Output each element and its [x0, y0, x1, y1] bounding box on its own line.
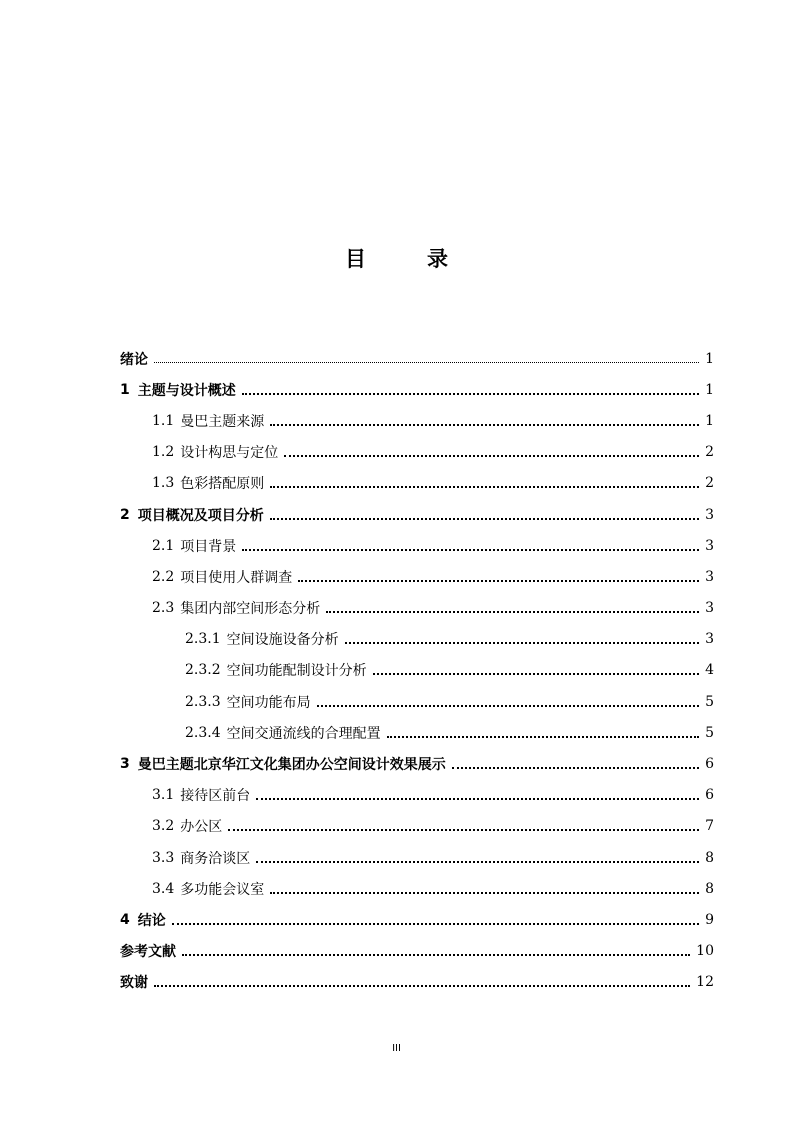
toc-entry-page: 9 [705, 911, 714, 928]
dot-leader [452, 767, 699, 769]
toc-entry[interactable] [120, 967, 714, 998]
toc-entry-page: 6 [705, 756, 714, 773]
toc-entry-page: 12 [696, 974, 714, 991]
dot-leader [228, 829, 699, 831]
toc-entry-label: 项目概况及项目分析 [137, 507, 264, 524]
toc-entry-page: 7 [705, 818, 714, 835]
dot-leader [256, 798, 699, 800]
toc-entry-number: 2.3.3 [185, 693, 221, 710]
toc-entry[interactable] [120, 593, 714, 624]
toc-entry[interactable] [120, 499, 714, 530]
dot-leader [270, 486, 699, 488]
toc-entry-label: 商务洽谈区 [180, 850, 251, 867]
toc-entry-label: 空间功能配制设计分析 [226, 663, 367, 680]
toc-entry-label: 空间交通流线的合理配置 [226, 725, 381, 742]
toc-entry-number: 2.1 [152, 537, 175, 554]
toc-entry-label: 主题与设计概述 [137, 382, 236, 399]
toc-entry-label: 结论 [137, 912, 166, 929]
toc-entry-page: 5 [705, 724, 714, 741]
toc-entry[interactable] [120, 405, 714, 436]
toc-entry-label: 色彩搭配原则 [180, 476, 265, 493]
toc-entry-label: 致谢 [120, 975, 148, 992]
dot-leader [256, 861, 699, 863]
toc-entry-page: 6 [705, 787, 714, 804]
toc-entry-number: 3.3 [152, 849, 175, 866]
toc-entry-page: 5 [705, 693, 714, 710]
toc-entry-label: 设计构思与定位 [180, 445, 279, 462]
toc-entry-number: 2.2 [152, 568, 175, 585]
toc-entry[interactable] [120, 624, 714, 655]
toc-entry-page: 3 [705, 537, 714, 554]
dot-leader [270, 424, 699, 426]
toc-entry-number: 2.3.1 [185, 631, 221, 648]
toc-entry-label: 空间设施设备分析 [226, 632, 339, 649]
toc-entry-number: 2 [120, 506, 130, 523]
toc-entry-page: 3 [705, 631, 714, 648]
page-title: 目 录 [345, 247, 468, 271]
dot-leader [270, 518, 699, 520]
toc-entry-number: 2.3 [152, 600, 175, 617]
dot-leader [242, 393, 699, 395]
dot-leader [387, 736, 699, 738]
toc-entry-number: 2.3.2 [185, 662, 221, 679]
toc-entry[interactable] [120, 904, 714, 935]
toc-entry[interactable] [120, 343, 714, 374]
toc-entry[interactable] [120, 530, 714, 561]
toc-entry-label: 曼巴主题北京华江文化集团办公空间设计效果展示 [137, 757, 446, 774]
toc-entry-number: 3.2 [152, 818, 175, 835]
toc-entry-label: 参考文献 [120, 944, 176, 961]
toc-entry[interactable] [120, 717, 714, 748]
toc-entry-label: 项目使用人群调查 [180, 569, 293, 586]
dot-leader [373, 673, 699, 675]
toc-entry-number: 1.3 [152, 475, 175, 492]
toc-entry[interactable] [120, 842, 714, 873]
toc-entry-number: 3.4 [152, 880, 175, 897]
toc-entry-page: 8 [705, 849, 714, 866]
toc-entry[interactable] [120, 655, 714, 686]
toc-entry-number: 1 [120, 381, 130, 398]
toc-entry-number: 1.2 [152, 444, 175, 461]
toc-entry[interactable] [120, 780, 714, 811]
toc-entry[interactable] [120, 561, 714, 592]
dot-leader [317, 705, 699, 707]
toc-entry-label: 多功能会议室 [180, 881, 265, 898]
toc-entry-label: 曼巴主题来源 [180, 413, 265, 430]
table-of-contents [120, 343, 714, 998]
toc-entry-label: 项目背景 [180, 538, 237, 555]
toc-entry-page: 4 [705, 662, 714, 679]
dot-leader [298, 580, 699, 582]
toc-entry-page: 1 [705, 350, 714, 367]
toc-entry-page: 10 [696, 943, 714, 960]
toc-entry-label: 办公区 [180, 819, 223, 836]
toc-entry-number: 1.1 [152, 412, 175, 429]
toc-entry-page: 1 [705, 412, 714, 429]
toc-entry[interactable] [120, 374, 714, 405]
toc-entry[interactable] [120, 873, 714, 904]
toc-entry[interactable] [120, 468, 714, 499]
dot-leader [154, 985, 690, 987]
toc-entry-label: 接待区前台 [180, 788, 251, 805]
toc-entry[interactable] [120, 748, 714, 779]
toc-entry-page: 3 [705, 568, 714, 585]
toc-entry[interactable] [120, 936, 714, 967]
dot-leader [326, 611, 699, 613]
page-number: III [392, 1043, 401, 1054]
toc-entry[interactable] [120, 686, 714, 717]
toc-entry-number: 3.1 [152, 787, 175, 804]
toc-entry-label: 集团内部空间形态分析 [180, 601, 321, 618]
toc-entry[interactable] [120, 811, 714, 842]
dot-leader [154, 362, 699, 363]
dot-leader [182, 954, 690, 956]
toc-entry-page: 2 [705, 475, 714, 492]
toc-entry-label: 空间功能布局 [226, 694, 311, 711]
dot-leader [172, 923, 699, 925]
dot-leader [345, 642, 699, 644]
toc-entry-page: 8 [705, 880, 714, 897]
dot-leader [270, 892, 699, 894]
toc-entry-number: 2.3.4 [185, 724, 221, 741]
dot-leader [242, 549, 699, 551]
dot-leader [284, 455, 699, 457]
toc-entry[interactable] [120, 437, 714, 468]
toc-entry-page: 3 [705, 600, 714, 617]
toc-entry-page: 2 [705, 444, 714, 461]
toc-entry-number: 3 [120, 756, 130, 773]
toc-entry-page: 3 [705, 506, 714, 523]
toc-entry-number: 4 [120, 911, 130, 928]
toc-entry-page: 1 [705, 381, 714, 398]
toc-entry-label: 绪论 [120, 351, 148, 368]
